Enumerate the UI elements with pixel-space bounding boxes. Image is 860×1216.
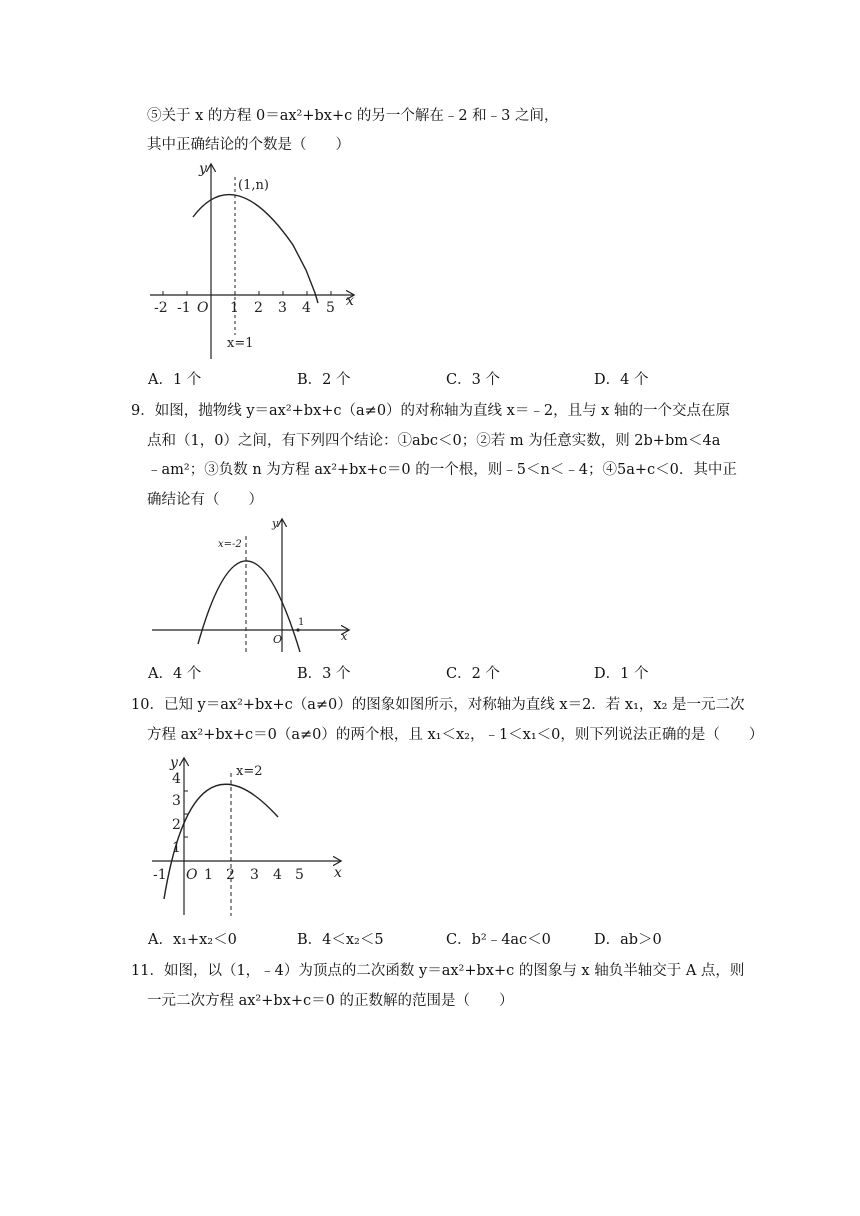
q9-options xyxy=(0,664,860,686)
option-c[interactable]: C．2 个 xyxy=(446,666,500,682)
option-d[interactable]: D．1 个 xyxy=(594,666,649,682)
option-a[interactable]: A．x₁+x₂＜0 xyxy=(148,932,237,948)
option-c[interactable]: C．b²﹣4ac＜0 xyxy=(446,932,551,948)
symmetry-label: x=-2 xyxy=(218,539,242,550)
option-d[interactable]: D．ab＞0 xyxy=(594,932,662,948)
option-a[interactable]: A．1 个 xyxy=(148,372,202,388)
q8-parabola-graph xyxy=(143,157,373,362)
tick-label: 1 xyxy=(230,300,239,316)
symmetry-label: x=2 xyxy=(236,764,263,779)
q11-line-2: 一元二次方程 ax²+bx+c＝0 的正数解的范围是（ ） xyxy=(147,993,514,1009)
q9-parabola-graph xyxy=(148,514,363,654)
origin-label: O xyxy=(186,867,198,883)
y-tick-label: 1 xyxy=(172,840,181,856)
tick-label: 5 xyxy=(295,867,304,883)
y-tick-label: 3 xyxy=(172,793,181,809)
tick-label: 3 xyxy=(250,867,259,883)
option-b[interactable]: B．3 个 xyxy=(297,666,351,682)
q8-question: 其中正确结论的个数是（ ） xyxy=(147,137,350,153)
q10-line-2: 方程 ax²+bx+c＝0（a≠0）的两个根，且 x₁＜x₂，﹣1＜x₁＜0，则下列说法正确的是（ ） xyxy=(147,727,764,743)
tick-label: 4 xyxy=(302,300,311,316)
q9-line-1: 9．如图，抛物线 y＝ax²+bx+c（a≠0）的对称轴为直线 x＝﹣2，且与 x 轴的一个交点在原 xyxy=(131,403,730,419)
q8-statement-5: ⑤关于 x 的方程 0＝ax²+bx+c 的另一个解在﹣2 和﹣3 之间， xyxy=(147,108,559,124)
x-axis-label: x xyxy=(346,293,354,309)
option-c[interactable]: C．3 个 xyxy=(446,372,500,388)
tick-label: 2 xyxy=(254,300,263,316)
q10-options xyxy=(0,930,860,952)
q9-line-4: 确结论有（ ） xyxy=(147,492,263,508)
q10-parabola-graph xyxy=(148,753,348,918)
tick-label: -2 xyxy=(154,300,168,316)
tick-label: 3 xyxy=(278,300,287,316)
x-axis-label: x xyxy=(341,630,348,643)
tick-label: -1 xyxy=(177,300,191,316)
y-axis-label: y xyxy=(170,755,178,771)
q9-line-3: ﹣am²；③负数 n 为方程 ax²+bx+c＝0 的一个根，则﹣5＜n＜﹣4；④5a+c＜0．其中正 xyxy=(147,462,737,478)
parabola-curve xyxy=(164,784,278,899)
tick-label: 4 xyxy=(273,867,282,883)
option-d[interactable]: D．4 个 xyxy=(594,372,649,388)
q10-line-1: 10．已知 y＝ax²+bx+c（a≠0）的图象如图所示，对称轴为直线 x＝2．若 x₁，x₂ 是一元二次 xyxy=(131,697,745,713)
q11-line-1: 11．如图，以（1，﹣4）为顶点的二次函数 y＝ax²+bx+c 的图象与 x 轴负半轴交于 A 点，则 xyxy=(131,963,745,979)
tick-label: 1 xyxy=(204,867,213,883)
y-tick-label: 4 xyxy=(172,771,181,787)
tick-label: -1 xyxy=(153,867,167,883)
origin-label: O xyxy=(197,300,209,316)
y-tick-label: 2 xyxy=(172,817,181,833)
y-axis-label: y xyxy=(199,161,207,177)
tick-label: 1 xyxy=(298,617,305,628)
option-b[interactable]: B．2 个 xyxy=(297,372,351,388)
tick-label: 5 xyxy=(326,300,335,316)
parabola-curve xyxy=(193,195,318,303)
option-b[interactable]: B．4＜x₂＜5 xyxy=(297,932,384,948)
x-axis-label: x xyxy=(334,865,342,881)
origin-label: O xyxy=(273,633,283,646)
vertex-label: (1,n) xyxy=(238,178,269,193)
symmetry-label: x=1 xyxy=(227,336,254,351)
tick-label: 2 xyxy=(226,867,235,883)
y-axis-label: y xyxy=(272,517,279,530)
q9-line-2: 点和（1，0）之间，有下列四个结论：①abc＜0；②若 m 为任意实数，则 2b+bm＜4a xyxy=(147,433,721,449)
q8-options xyxy=(0,370,860,392)
parabola-curve xyxy=(198,561,300,652)
option-a[interactable]: A．4 个 xyxy=(148,666,202,682)
